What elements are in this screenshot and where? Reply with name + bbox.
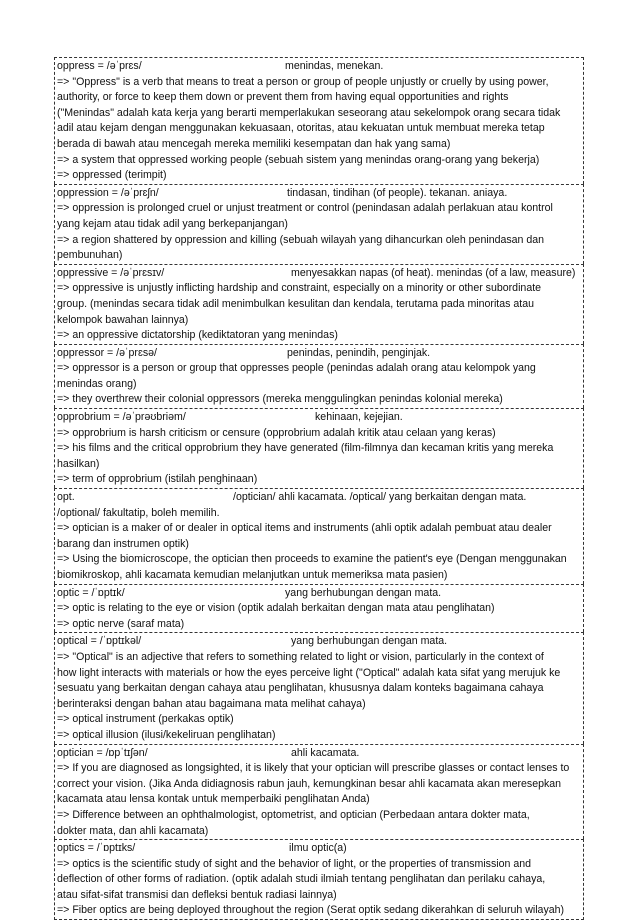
entry-line: => Fiber optics are being deployed throughout the region (Serat optik sedang dikerahkan di seluruh wilayah): [57, 904, 565, 917]
entry-line: atau sifat-sifat transmisi dan defleksi bentuk radiasi lainnya): [57, 888, 337, 901]
entry-line: adil atau kejam dengan menggunakan kekuasaan, otoritas, atau kekuatan untuk membuat mereka tetap: [57, 122, 545, 135]
entry-line: => optical illusion (ilusi/kekeliruan penglihatan): [57, 728, 276, 741]
entry-line: pembunuhan): [57, 249, 123, 262]
entry-meaning: yang berhubungan dengan mata.: [285, 586, 442, 599]
entry-line: => Using the biomicroscope, the optician then proceeds to examine the patient's eye (Dengan menggunakan: [57, 553, 567, 566]
entry-line: => If you are diagnosed as longsighted, it is likely that your optician will prescribe glasses or contact lenses to: [57, 762, 570, 775]
entry-head: [57, 490, 581, 506]
dictionary-entry: [54, 839, 584, 920]
entry-meaning: kehinaan, kejejian.: [315, 411, 403, 424]
entry-meaning: yang berhubungan dengan mata.: [291, 635, 448, 648]
entry-head: [57, 266, 581, 282]
entry-line: => they overthrew their colonial oppressors (mereka menggulingkan penindas kolonial mereka): [57, 393, 503, 406]
entry-head: [57, 59, 581, 75]
entry-line: => optical instrument (perkakas optik): [57, 713, 234, 726]
entry-line: => optics is the scientific study of sight and the behavior of light, or the properties of transmission and: [57, 857, 532, 870]
entry-headword: oppressor = /əˈprɛsə/: [57, 346, 157, 359]
entry-line: => "Oppress" is a verb that means to treat a person or group of people unjustly or cruelly by using power,: [57, 75, 549, 88]
entry-headword: opt.: [57, 491, 75, 504]
dictionary-entry: [54, 632, 584, 743]
entry-head: [57, 586, 581, 602]
entry-line: /optional/ fakultatip, boleh memilih.: [57, 506, 220, 519]
entry-line: biomikroskop, ahli kacamata kemudian melanjutkan untuk memeriksa mata pasien): [57, 569, 448, 581]
entry-head: [57, 746, 581, 762]
entry-headword: optics = /ˈɒptɪks/: [57, 842, 136, 855]
entry-line: => oppression is prolonged cruel or unjust treatment or control (penindasan adalah perlakuan atau kontrol: [57, 202, 553, 215]
entry-meaning: menindas, menekan.: [285, 60, 384, 72]
entry-line: deflection of other forms of radiation. (optik adalah studi ilmiah tentang penglihatan dan perilaku cahaya,: [57, 873, 546, 886]
dictionary-entry: [54, 488, 584, 584]
entry-meaning: /optician/ ahli kacamata. /optical/ yang berkaitan dengan mata.: [233, 491, 527, 504]
entry-line: sesuatu yang berkaitan dengan cahaya atau penglihatan, khususnya dalam konteks bagaimana cahaya: [57, 682, 544, 695]
entry-line: kacamata atau lensa kontak untuk memperbaiki penglihatan Anda): [57, 793, 370, 806]
entry-line: => opprobrium is harsh criticism or censure (opprobrium adalah kritik atau celaan yang keras): [57, 426, 496, 439]
entry-meaning: penindas, penindih, penginjak.: [287, 346, 431, 359]
dictionary-entry: [54, 584, 584, 633]
dictionary-entry: [54, 57, 584, 184]
entry-line: => a region shattered by oppression and killing (sebuah wilayah yang dihancurkan oleh penindasan dan: [57, 233, 545, 246]
entry-head: [57, 186, 581, 202]
entry-line: berada di bawah atau mencegah mereka memiliki kesempatan dan hak yang sama): [57, 137, 451, 150]
entry-headword: opprobrium = /əˈprəʊbriəm/: [57, 411, 186, 424]
entry-line: dokter mata, dan ahli kacamata): [57, 824, 209, 837]
entry-line: => optic nerve (saraf mata): [57, 617, 185, 630]
entry-headword: optic = /ˈɒptɪk/: [57, 586, 125, 599]
entry-line: => term of opprobrium (istilah penghinaan): [57, 473, 258, 486]
dictionary-entry: [54, 408, 584, 488]
dictionary-entry: [54, 344, 584, 408]
entry-line: => a system that oppressed working people (sebuah sistem yang menindas orang-orang yang bekerja): [57, 153, 540, 166]
entry-line: how light interacts with materials or how the eyes perceive light ("Optical" adalah kata sifat yang merujuk ke: [57, 666, 561, 679]
entry-headword: oppress = /əˈprɛs/: [57, 60, 142, 72]
entry-line: => an oppressive dictatorship (kediktatoran yang menindas): [57, 329, 338, 342]
entry-line: => Difference between an ophthalmologist, optometrist, and optician (Perbedaan antara dokter mata,: [57, 808, 530, 821]
entry-headword: optician = /ɒpˈtɪʃən/: [57, 746, 148, 759]
dictionary-entry: [54, 264, 584, 344]
entry-head: [57, 634, 581, 650]
entry-meaning: ilmu optic(a): [289, 842, 347, 855]
entry-meaning: menyesakkan napas (of heat). menindas (of a law, measure): [291, 266, 576, 279]
entry-line: ("Menindas" adalah kata kerja yang berarti memperlakukan seseorang atau sekelompok orang secara tidak: [57, 106, 561, 119]
entry-headword: oppression = /əˈprɛʃn/: [57, 186, 159, 199]
entry-headword: optical = /ˈɒptɪkəl/: [57, 635, 142, 648]
entry-meaning: tindasan, tindihan (of people). tekanan. aniaya.: [287, 186, 508, 199]
entry-line: barang dan instrumen optik): [57, 537, 189, 550]
dictionary-entry: [54, 184, 584, 264]
entry-line: group. (menindas secara tidak adil menimbulkan kesulitan dan kendala, terutama pada minoritas atau: [57, 297, 534, 310]
entry-meaning: ahli kacamata.: [291, 746, 360, 759]
entry-line: hasilkan): [57, 457, 100, 470]
entry-line: => optic is relating to the eye or vision (optik adalah berkaitan dengan mata atau penglihatan): [57, 602, 495, 615]
entry-line: berinteraksi dengan bahan atau bagaimana mata melihat cahaya): [57, 697, 366, 710]
entry-line: => oppressor is a person or group that oppresses people (penindas adalah orang atau kelompok yang: [57, 362, 536, 375]
entry-head: [57, 410, 581, 426]
entry-line: menindas orang): [57, 377, 137, 390]
entry-head: [57, 841, 581, 857]
entry-head: [57, 346, 581, 362]
entry-line: => "Optical" is an adjective that refers to something related to light or vision, particularly in the context of: [57, 650, 544, 663]
dictionary-entry: [54, 744, 584, 840]
entry-line: correct your vision. (Jika Anda didiagnosis rabun jauh, kemungkinan besar ahli kacamata akan meresepkan: [57, 777, 562, 790]
entry-line: => optician is a maker of or dealer in optical items and instruments (ahli optik adalah pembuat atau dealer: [57, 522, 552, 535]
entry-line: authority, or force to keep them down or prevent them from having equal opportunities and rights: [57, 91, 509, 104]
entry-headword: oppressive = /əˈprɛsɪv/: [57, 266, 165, 279]
entry-line: => oppressed (terimpit): [57, 169, 167, 182]
dictionary-page: [54, 57, 584, 920]
entry-line: => his films and the critical opprobrium they have generated (film-filmnya dan kecaman kritis yang mereka: [57, 442, 554, 455]
entry-line: yang kejam atau tidak adil yang berkepanjangan): [57, 217, 288, 230]
entry-line: kelompok bawahan lainnya): [57, 313, 189, 326]
entry-line: => oppressive is unjustly inflicting hardship and constraint, especially on a minority or other subordinate: [57, 282, 542, 295]
